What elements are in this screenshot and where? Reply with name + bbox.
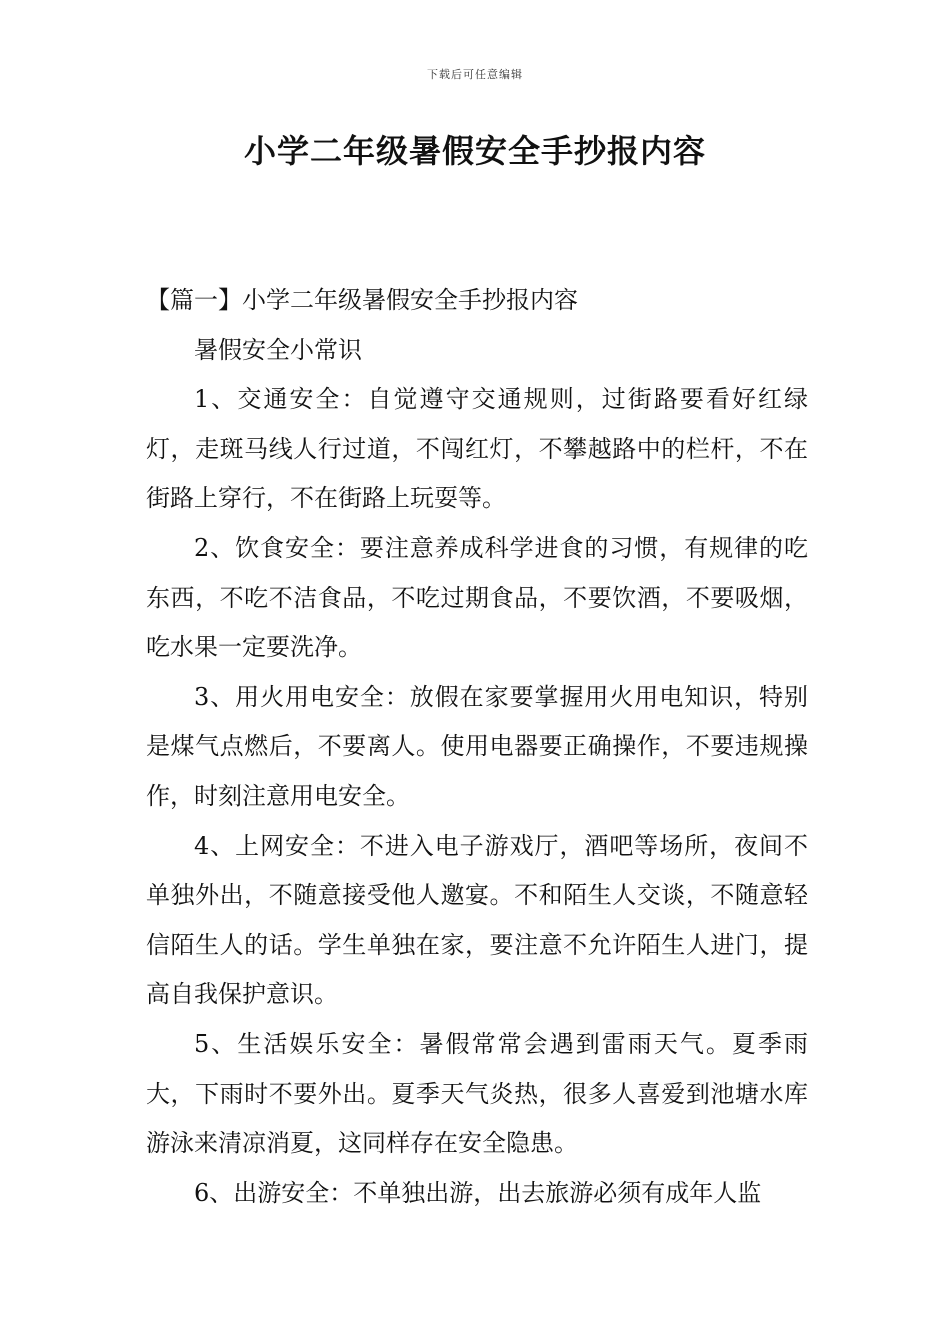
document-body [146,276,808,1218]
section-heading: 【篇一】小学二年级暑假安全手抄报内容 [146,286,578,314]
subheading: 暑假安全小常识 [194,335,362,364]
header-note: 下载后可任意编辑 [427,68,523,81]
paragraph-food-safety: 2、饮食安全：要注意养成科学进食的习惯，有规律的吃东西，不吃不洁食品，不吃过期食品，不要饮酒，不要吸烟，吃水果一定要洗净。 [146,533,808,662]
document-title: 小学二年级暑假安全手抄报内容 [243,132,706,170]
paragraph-travel-safety: 6、出游安全：不单独出游，出去旅游必须有成年人监 [194,1178,762,1207]
paragraph-traffic-safety: 1、交通安全：自觉遵守交通规则，过街路要看好红绿灯，走斑马线人行过道，不闯红灯，不攀越路中的栏杆，不在街路上穿行，不在街路上玩耍等。 [146,385,808,513]
paragraph-recreation-safety: 5、生活娱乐安全：暑假常常会遇到雷雨天气。夏季雨大，下雨时不要外出。夏季天气炎热，很多人喜爱到池塘水库游泳来清凉消夏，这同样存在安全隐患。 [146,1029,808,1158]
paragraph-internet-safety: 4、上网安全：不进入电子游戏厅，酒吧等场所，夜间不单独外出，不随意接受他人邀宴。不和陌生人交谈，不随意轻信陌生人的话。学生单独在家，要注意不允许陌生人进门，提高自我保护意识。 [146,831,808,1009]
paragraph-fire-electricity-safety: 3、用火用电安全：放假在家要掌握用火用电知识，特别是煤气点燃后，不要离人。使用电器要正确操作，不要违规操作，时刻注意用电安全。 [146,682,808,810]
